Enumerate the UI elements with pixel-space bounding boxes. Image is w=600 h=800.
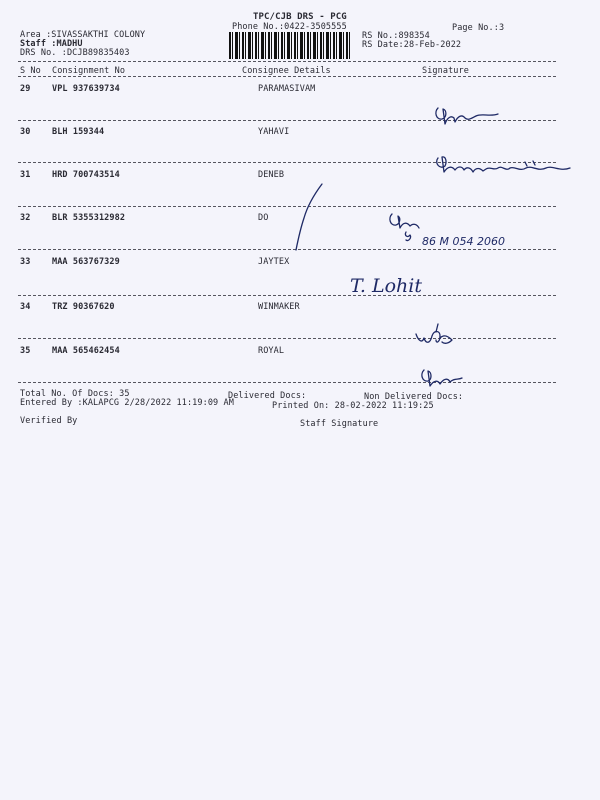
signature-row-35 [422,370,462,386]
column-header-signature: Signature [422,66,469,76]
verified-by: Verified By [20,416,78,426]
row-consignee: DENEB [258,170,285,180]
row-consignment-no: BLR 5355312982 [52,213,126,223]
handwritten-vehicle-number: 86 M 054 2060 [422,235,505,248]
signature-row-29 [436,108,498,124]
row-consignment-no: HRD 700743514 [52,170,120,180]
staff-label: Staff :MADHU [20,39,83,49]
row-consignment-no: BLH 159344 [52,127,105,137]
row-sno: 35 [20,346,31,356]
column-header-consignment: Consignment No [52,66,126,76]
row-sno: 30 [20,127,31,137]
row-consignee: WINMAKER [258,302,300,312]
total-docs: Total No. Of Docs: 35 [20,389,130,399]
signature-row-30 [437,157,570,172]
row-sno: 29 [20,84,31,94]
printed-on: Printed On: 28-02-2022 11:19:25 [272,401,434,411]
row-consignee: DO [258,213,269,223]
row-consignee: JAYTEX [258,257,290,267]
row-consignment-no: MAA 565462454 [52,346,120,356]
drs-number: DRS No. :DCJB89835403 [20,48,130,58]
row-sno: 32 [20,213,31,223]
signature-row-34 [416,324,452,343]
row-consignee: ROYAL [258,346,285,356]
row-sno: 31 [20,170,31,180]
row-sno: 33 [20,257,31,267]
column-header-consignee: Consignee Details [242,66,331,76]
rs-date: RS Date:28-Feb-2022 [362,40,462,50]
signature-row-32 [390,214,419,241]
staff-signature: Staff Signature [300,419,379,429]
column-header-sno: S No [20,66,41,76]
phone-number: Phone No.:0422-3505555 [232,22,347,32]
entered-by: Entered By :KALAPCG 2/28/2022 11:19:09 AM [20,398,234,408]
row-consignment-no: MAA 563767329 [52,257,120,267]
row-consignee: YAHAVI [258,127,290,137]
page-number: Page No.:3 [452,23,505,33]
row-consignment-no: VPL 937639734 [52,84,120,94]
signature-row-31 [296,184,322,250]
row-sno: 34 [20,302,31,312]
row-consignee: PARAMASIVAM [258,84,316,94]
row-consignment-no: TRZ 90367620 [52,302,115,312]
handwritten-name-row-33: T. Lohit [350,275,422,297]
non-delivered-docs: Non Delivered Docs: [364,392,464,402]
rs-number: RS No.:898354 [362,31,430,41]
area-label: Area :SIVASSAKTHI COLONY [20,30,146,40]
delivered-docs: Delivered Docs: [228,391,307,401]
document-title: TPC/CJB DRS - PCG [253,12,347,22]
